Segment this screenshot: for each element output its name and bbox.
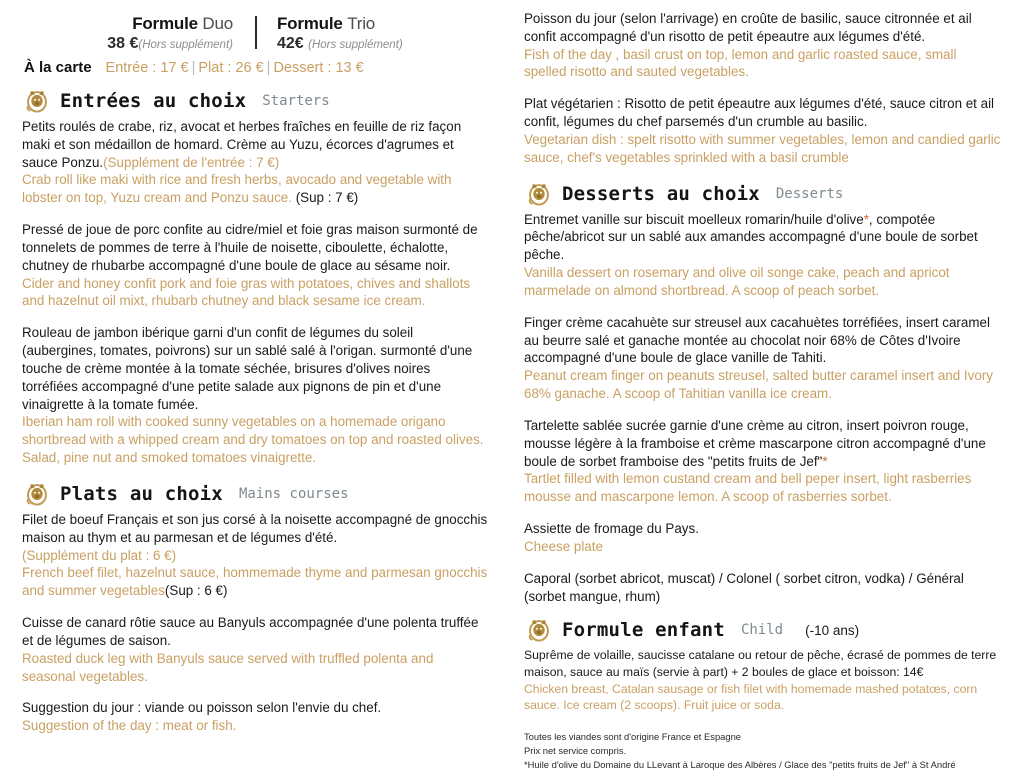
- dish-dessert-5: [524, 570, 1002, 606]
- dish-main-4: [524, 10, 1002, 81]
- dish-main-3: [22, 699, 488, 735]
- section-title-kids-en: Child: [740, 622, 784, 639]
- footnote-sourcing: *Huile d'olive du Domaine du LLevant à Laroque des Albères / Glace des "petits fruits de Jef" à St André: [524, 758, 956, 770]
- dish-kids-menu-en: Chicken breast, Catalan sausage or fish filet with homemade mashed potatœs, corn sauce. Ice cream (2 scoops). Fruit juice or soda.: [524, 681, 978, 713]
- dish-starter-1-fr-supplement: (Supplément de l'entrée : 7 €): [103, 154, 280, 170]
- dish-dessert-1-en: Vanilla dessert on rosemary and olive oil songe cake, peach and apricot marmelade on almond shortbread. A scoop of peach sorbet.: [524, 265, 950, 298]
- dish-main-1-en-supplement: (Sup : 6 €): [164, 583, 228, 599]
- section-title-starters-fr: Entrées au choix: [60, 90, 247, 112]
- dish-dessert-3-fr-a: Tartelette sablée sucrée garnie d'une crème au citron, insert poivron rouge, mousse légère à la framboise et crème mascarpone citron accompagné d'une boule de sorbet framboise des "petits fruits de Jef": [524, 417, 986, 469]
- dish-dessert-4-fr: Assiette de fromage du Pays.: [524, 521, 699, 537]
- dish-dessert-3-fr: [524, 417, 1002, 470]
- formule-trio-price-line: [277, 35, 403, 53]
- dish-main-5-fr: Plat végétarien : Risotto de petit épeautre aux légumes d'été, sauce citron et ail confit, légumes du chef parsemés d'un crumble au basilic.: [524, 96, 995, 130]
- section-title-mains-fr: Plats au choix: [60, 482, 223, 505]
- formule-duo-note: (Hors supplément): [138, 39, 233, 51]
- formule-trio-name-light: Trio: [347, 14, 376, 33]
- dish-main-1: [22, 511, 488, 600]
- section-title-kids-age: (-10 ans): [805, 622, 860, 638]
- bear-emblem-icon: [526, 617, 552, 643]
- dish-dessert-5-fr: Caporal (sorbet abricot, muscat) / Colonel ( sorbet citron, vodka) / Général (sorbet mangue, rhum): [524, 570, 964, 604]
- dish-starter-2-fr: Pressé de joue de porc confite au cidre/miel et foie gras maison surmonté de tonnelets de pommes de terre à l'huile de noisette, ciboulette, échalotte, chutney de rhubarbe accompagné d'une boule de glace au sésame noir.: [22, 222, 478, 273]
- dish-kids-menu: [524, 647, 1002, 713]
- section-header-desserts: [526, 181, 1002, 207]
- dish-main-5-en: Vegetarian dish : spelt risotto with summer vegetables, lemon and candied garlic sauce, chef's vegetables sprinkled with a basil crumble: [524, 131, 1001, 165]
- footnote-origin: Toutes les viandes sont d'origine France et Espagne: [524, 730, 742, 742]
- formule-duo-name-light: Duo: [202, 14, 233, 33]
- a-la-carte-row: [24, 59, 488, 76]
- a-la-carte-items: [106, 60, 364, 76]
- dish-starter-1-fr-text: Petits roulés de crabe, riz, avocat et herbes fraîches en feuille de riz façon maki et son médaillon de homard. Crème au Yuzu, écorces d'agrumes et sauce Ponzu.: [22, 119, 462, 170]
- a-la-carte-dessert: Dessert : 13 €: [273, 60, 364, 76]
- a-la-carte-sep-2: |: [266, 60, 271, 76]
- dish-starter-1-en: [22, 171, 488, 207]
- formules-header: [22, 14, 488, 53]
- dish-dessert-1-fr-a: Entremet vanille sur biscuit moelleux romarin/huile d'olive: [524, 211, 864, 227]
- dish-dessert-3: [524, 417, 1002, 506]
- dish-starter-3: [22, 324, 488, 467]
- dish-main-2-fr: Cuisse de canard rôtie sauce au Banyuls accompagnée d'une polenta truffée et de légumes de saison.: [22, 615, 479, 648]
- dish-main-2: [22, 614, 488, 685]
- formule-duo-title: [107, 14, 233, 34]
- dish-main-5: [524, 95, 1002, 166]
- dish-main-1-fr-text: Filet de boeuf Français et son jus corsé à la noisette accompagné de gnocchis maison au thym et au parmesan et de légumes d'été.: [22, 511, 488, 545]
- dish-main-3-en: Suggestion of the day : meat or fish.: [22, 718, 237, 734]
- dish-kids-menu-fr: Suprême de volaille, saucisse catalane ou retour de pêche, écrasé de pommes de terre maison, sauce au maïs (servie à part) + 2 boules de glace et boisson: 14€: [524, 648, 997, 679]
- dish-dessert-2: [524, 314, 1002, 403]
- dish-main-1-fr-supplement: (Supplément du plat : 6 €): [22, 547, 177, 563]
- dish-starter-1-en-text: Crab roll like maki with rice and fresh herbs, avocado and vegetable with lobster on top, Yuzu cream and Ponzu sauce.: [22, 172, 452, 206]
- formule-duo-name-bold: Formule: [132, 14, 198, 33]
- dish-main-1-fr: [22, 511, 488, 564]
- dish-dessert-2-fr: Finger crème cacahuète sur streusel aux cacahuètes torréfiées, insert caramel au beurre salé et ganache montée au chocolat noir 68% de Côtes d'Ivoire accompagné d'une boule de glace vanille de Tahiti.: [524, 314, 990, 366]
- formule-trio-title: [277, 14, 403, 34]
- dish-main-2-en: Roasted duck leg with Banyuls sauce served with truffled polenta and seasonal vegetables.: [22, 650, 434, 684]
- dish-starter-2-en: Cider and honey confit pork and foie gras with potatoes, chives and shallots and hazelnut oil mixt, rhubarb chutney and black sesame ice cream.: [22, 275, 471, 309]
- section-header-mains: [24, 481, 488, 507]
- section-title-desserts-fr: Desserts au choix: [562, 182, 760, 205]
- dish-main-1-en-text: French beef filet, hazelnut sauce, hommemade thyme and parmesan gnocchis and summer vegetables: [22, 565, 488, 599]
- dish-main-1-en: [22, 564, 488, 600]
- section-title-desserts-en: Desserts: [775, 185, 844, 202]
- formule-trio-note: (Hors supplément): [308, 39, 403, 51]
- dish-starter-3-fr: Rouleau de jambon ibérique garni d'un confit de légumes du soleil (aubergines, tomates, poivrons) sur un sablé salé à l'origan. surmonté d'une touche de crème montée à la tomate séchée, brisures d'olives noires torréfiées accompagné d'une petite salade aux pignons de pin et d'une vinaigrette à la tomate fumée.: [22, 325, 473, 412]
- a-la-carte-entree: Entrée : 17 €: [105, 60, 189, 76]
- section-title-kids-fr: Formule enfant: [562, 619, 725, 642]
- dish-dessert-3-en: Tartlet filled with lemon custand cream and bell peper insert, light rasberries mousse and mascarpone lemon. A scoop of rasberries sorbet.: [524, 471, 972, 505]
- dish-dessert-3-footnote-star: *: [822, 453, 828, 469]
- formule-trio-name-bold: Formule: [276, 14, 343, 33]
- bear-emblem-icon: [24, 481, 50, 507]
- a-la-carte-sep-1: |: [191, 60, 196, 76]
- dish-main-4-fr: Poisson du jour (selon l'arrivage) en croûte de basilic, sauce citronnée et ail confit accompagné d'un risotto de petit épeautre aux légumes d'été.: [524, 11, 972, 44]
- section-title-mains-en: Mains courses: [238, 485, 349, 502]
- dish-dessert-4-en: Cheese plate: [524, 538, 603, 554]
- dish-dessert-1-fr: [524, 211, 1002, 264]
- section-title-starters-en: Starters: [262, 93, 330, 109]
- dish-dessert-4: [524, 520, 1002, 556]
- bear-emblem-icon: [526, 181, 552, 207]
- footnote-price: Prix net service compris.: [524, 744, 627, 756]
- dish-main-4-en: Fish of the day , basil crust on top, lemon and garlic roasted sauce, small spelled risotto and sauted vegetables.: [524, 46, 957, 80]
- formule-trio: [257, 14, 419, 53]
- formule-trio-price: 42€: [276, 35, 304, 52]
- formule-duo-price: 38 €: [107, 35, 139, 52]
- dish-main-3-fr: Suggestion du jour : viande ou poisson selon l'envie du chef.: [22, 700, 382, 716]
- right-column: [512, 0, 1024, 773]
- a-la-carte-plat: Plat : 26 €: [198, 60, 264, 76]
- dish-starter-2: [22, 221, 488, 310]
- dish-starter-1-en-supplement: (Sup : 7 €): [295, 190, 359, 206]
- formule-duo: [91, 14, 255, 53]
- dish-starter-1: [22, 118, 488, 207]
- dish-dessert-1-footnote-star: *: [863, 211, 869, 227]
- bear-emblem-icon: [24, 88, 50, 114]
- section-header-kids: [526, 617, 1002, 643]
- formule-duo-price-line: [107, 35, 233, 53]
- dish-starter-1-fr: [22, 118, 488, 171]
- section-header-starters: [24, 88, 488, 114]
- dish-dessert-1: [524, 211, 1002, 300]
- footnotes: [524, 730, 1002, 772]
- a-la-carte-label: À la carte: [24, 59, 92, 76]
- dish-dessert-2-en: Peanut cream finger on peanuts streusel, salted butter caramel insert and Ivory 68% ganache. A scoop of Tahitian vanilla ice cream.: [524, 368, 993, 402]
- dish-dessert-1-fr-b: , compotée pêche/abricot sur un sablé aux amandes accompagné d'une boule de sorbet pêche.: [524, 211, 978, 263]
- dish-starter-3-en: Iberian ham roll with cooked sunny vegetables on a homemade origano shortbread with a whipped cream and dry tomatoes on top and roasted olives. Salad, pine nut and smoked tomatoes vinaigrette.: [22, 414, 484, 466]
